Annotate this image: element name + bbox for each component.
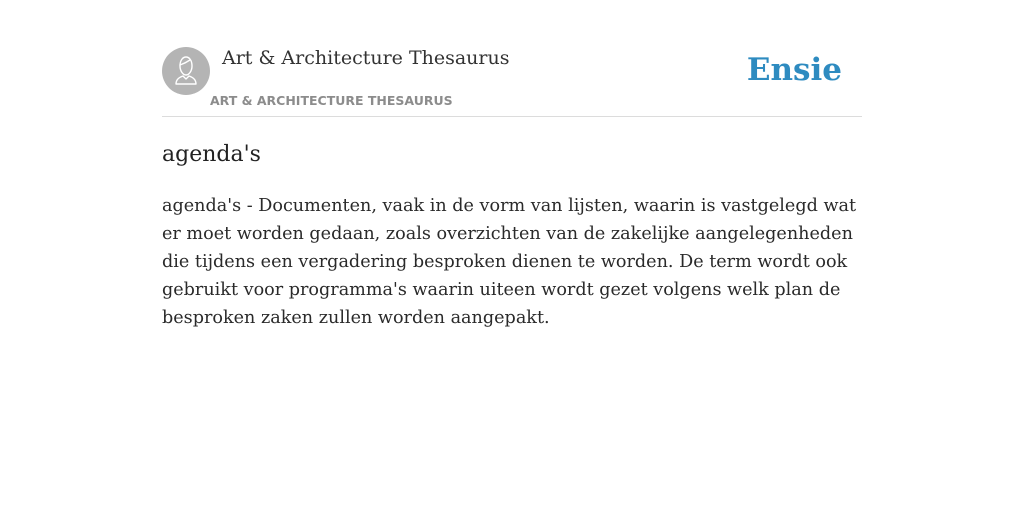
entry-definition: agenda's - Documenten, vaak in de vorm van lijsten, waarin is vastgelegd wat er moet worden gedaan, zoals overzichten van de zakelijke aangelegenheden die tijdens een vergadering besproken dienen te worden. De term wordt ook gebruikt voor programma's waarin uiteen wordt gezet volgens welk plan de besproken zaken zullen worden aangepakt. bbox=[162, 196, 857, 328]
brand-logo[interactable]: Ensie bbox=[746, 52, 842, 88]
author-subtitle: ART & ARCHITECTURE THESAURUS bbox=[210, 93, 453, 108]
author-header bbox=[162, 46, 862, 117]
user-silhouette-icon bbox=[162, 47, 210, 95]
author-name-link[interactable]: Art & Architecture Thesaurus bbox=[222, 47, 510, 69]
entry-title: agenda's bbox=[162, 142, 261, 167]
author-avatar[interactable] bbox=[162, 47, 210, 95]
